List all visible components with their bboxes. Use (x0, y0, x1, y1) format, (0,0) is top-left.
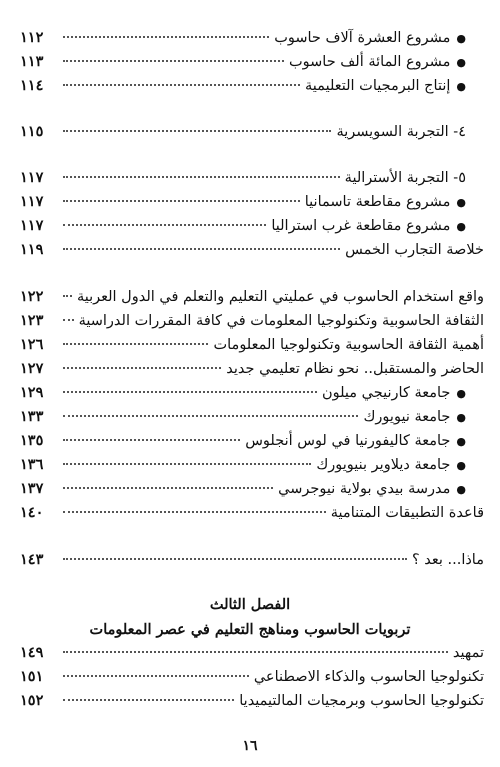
toc-entry (20, 27, 484, 49)
toc-entry (20, 549, 484, 571)
toc-entry (20, 666, 484, 688)
toc-entry-title: ماذا... بعد ؟ (411, 552, 484, 568)
toc-entry-title (271, 215, 466, 238)
dot-leader (63, 130, 331, 132)
dot-leader (63, 295, 72, 297)
toc-page-number: ١٤٩ (20, 644, 44, 661)
bullet-icon: ● (456, 387, 466, 400)
toc-entry (20, 51, 484, 73)
toc-page-number: ١٥٢ (20, 692, 44, 709)
toc-page-number: ١٣٦ (20, 456, 44, 473)
toc-entry-text: مشروع العشرة آلاف حاسوب (274, 30, 451, 46)
toc-entry-title (322, 382, 466, 405)
toc-entry-title (278, 478, 466, 501)
bullet-icon: ● (456, 411, 466, 424)
bullet-icon: ● (456, 435, 466, 448)
toc-page-number: ١٤٣ (20, 551, 44, 568)
dot-leader (63, 367, 221, 369)
toc-page-number: ١٤٠ (20, 504, 44, 521)
toc-entry-title (245, 430, 466, 453)
bullet-icon: ● (456, 32, 466, 45)
toc-entry-title: الحاضر والمستقبل.. نحو نظام تعليمي جديد (226, 361, 484, 377)
toc-entry-title (305, 75, 466, 98)
toc-entry (20, 310, 484, 332)
toc-entry-title (305, 191, 466, 214)
toc-entry (20, 478, 484, 500)
toc-entry (20, 358, 484, 380)
dot-leader (63, 675, 249, 677)
bullet-icon: ● (456, 483, 466, 496)
toc-entry (20, 690, 484, 712)
toc-entry-title: تكنولوجيا الحاسوب وبرمجيات المالتيميديا (239, 693, 484, 709)
toc-page-number: ١١٧ (20, 217, 44, 234)
toc-entry (20, 454, 484, 476)
dot-leader (63, 343, 208, 345)
page-number: ١٦ (242, 738, 258, 754)
toc-entry (20, 215, 484, 237)
toc-entry-title: خلاصة التجارب الخمس (345, 242, 484, 258)
toc-page-number: ١٣٧ (20, 480, 44, 497)
toc-entry (20, 75, 484, 97)
toc-page-number: ١٥١ (20, 668, 44, 685)
toc-entry-title: ٥- التجربة الأسترالية (344, 170, 466, 186)
toc-entry-title (274, 27, 466, 50)
toc-page-number: ١٢٩ (20, 384, 44, 401)
chapter-title: تربويات الحاسوب ومناهج التعليم في عصر المعلومات (89, 621, 411, 638)
bullet-icon: ● (456, 220, 466, 233)
toc-page-number: ١١٣ (20, 53, 44, 70)
toc-page-number: ١١٧ (20, 193, 44, 210)
toc-entry-text: إنتاج البرمجيات التعليمية (305, 78, 451, 94)
toc-entry-text: مدرسة بيدي بولاية نيوجرسي (278, 481, 451, 497)
toc-entry (20, 167, 484, 189)
toc-entry-title (316, 454, 466, 477)
dot-leader (63, 558, 407, 560)
toc-entry-text: مشروع مقاطعة تاسمانيا (304, 194, 451, 210)
dot-leader (63, 60, 284, 62)
toc-entry (20, 502, 484, 524)
toc-entry (20, 382, 484, 404)
bullet-icon: ● (456, 196, 466, 209)
toc-page-number: ١٢٧ (20, 360, 44, 377)
toc-entry-title (289, 51, 466, 74)
toc-entry-title: تكنولوجيا الحاسوب والذكاء الاصطناعي (253, 669, 484, 685)
toc-page-number: ١١٩ (20, 241, 44, 258)
toc-entry (20, 430, 484, 452)
dot-leader (63, 36, 269, 38)
toc-entry (20, 334, 484, 356)
dot-leader (63, 463, 311, 465)
toc-entry-title: واقع استخدام الحاسوب في عمليتي التعليم والتعلم في الدول العربية (76, 289, 484, 305)
toc-entry-text: جامعة نيويورك (363, 409, 451, 425)
toc-entry-title: تمهيد (452, 645, 484, 661)
dot-leader (63, 415, 358, 417)
toc-entry-title (363, 406, 466, 429)
toc-page-number: ١٣٣ (20, 408, 44, 425)
toc-page-number: ١٢٦ (20, 336, 44, 353)
bullet-icon: ● (456, 459, 466, 472)
dot-leader (63, 84, 300, 86)
toc-entry (20, 406, 484, 428)
dot-leader (63, 248, 340, 250)
toc-entry-title: قاعدة التطبيقات المتنامية (330, 505, 484, 521)
dot-leader (63, 699, 234, 701)
bullet-icon: ● (456, 80, 466, 93)
dot-leader (63, 511, 326, 513)
toc-entry-text: مشروع مقاطعة غرب استراليا (271, 218, 451, 234)
toc-entry-title: أهمية الثقافة الحاسوبية وتكنولوجيا المعلومات (213, 337, 484, 353)
dot-leader (63, 487, 273, 489)
toc-page-number: ١٢٣ (20, 312, 44, 329)
toc-entry (20, 121, 484, 143)
toc-entry-title: الثقافة الحاسوبية وتكنولوجيا المعلومات في كافة المقررات الدراسية (78, 313, 484, 329)
dot-leader (63, 439, 240, 441)
toc-entry (20, 239, 484, 261)
dot-leader (63, 651, 448, 653)
dot-leader (63, 224, 266, 226)
toc-page-number: ١١٥ (20, 123, 44, 140)
toc-page-number: ١٣٥ (20, 432, 44, 449)
toc-entry (20, 642, 484, 664)
toc-entry-text: جامعة كاليفورنيا في لوس أنجلوس (245, 433, 451, 449)
toc-page-number: ١٢٢ (20, 288, 44, 305)
dot-leader (63, 391, 317, 393)
toc-entry-text: جامعة ديلاوير بنيويورك (316, 457, 451, 473)
toc-page-number: ١١٧ (20, 169, 44, 186)
dot-leader (63, 176, 340, 178)
toc-entry-text: جامعة كارنيجي ميلون (321, 385, 451, 401)
toc-page-number: ١١٤ (20, 77, 44, 94)
chapter-label: الفصل الثالث (209, 596, 291, 613)
toc-entry-title: ٤- التجربة السويسرية (336, 124, 466, 140)
toc-entry (20, 191, 484, 213)
dot-leader (63, 200, 300, 202)
dot-leader (63, 319, 74, 321)
bullet-icon: ● (456, 56, 466, 69)
toc-page-number: ١١٢ (20, 29, 44, 46)
toc-entry (20, 286, 484, 308)
toc-entry-text: مشروع المائة ألف حاسوب (289, 54, 451, 70)
